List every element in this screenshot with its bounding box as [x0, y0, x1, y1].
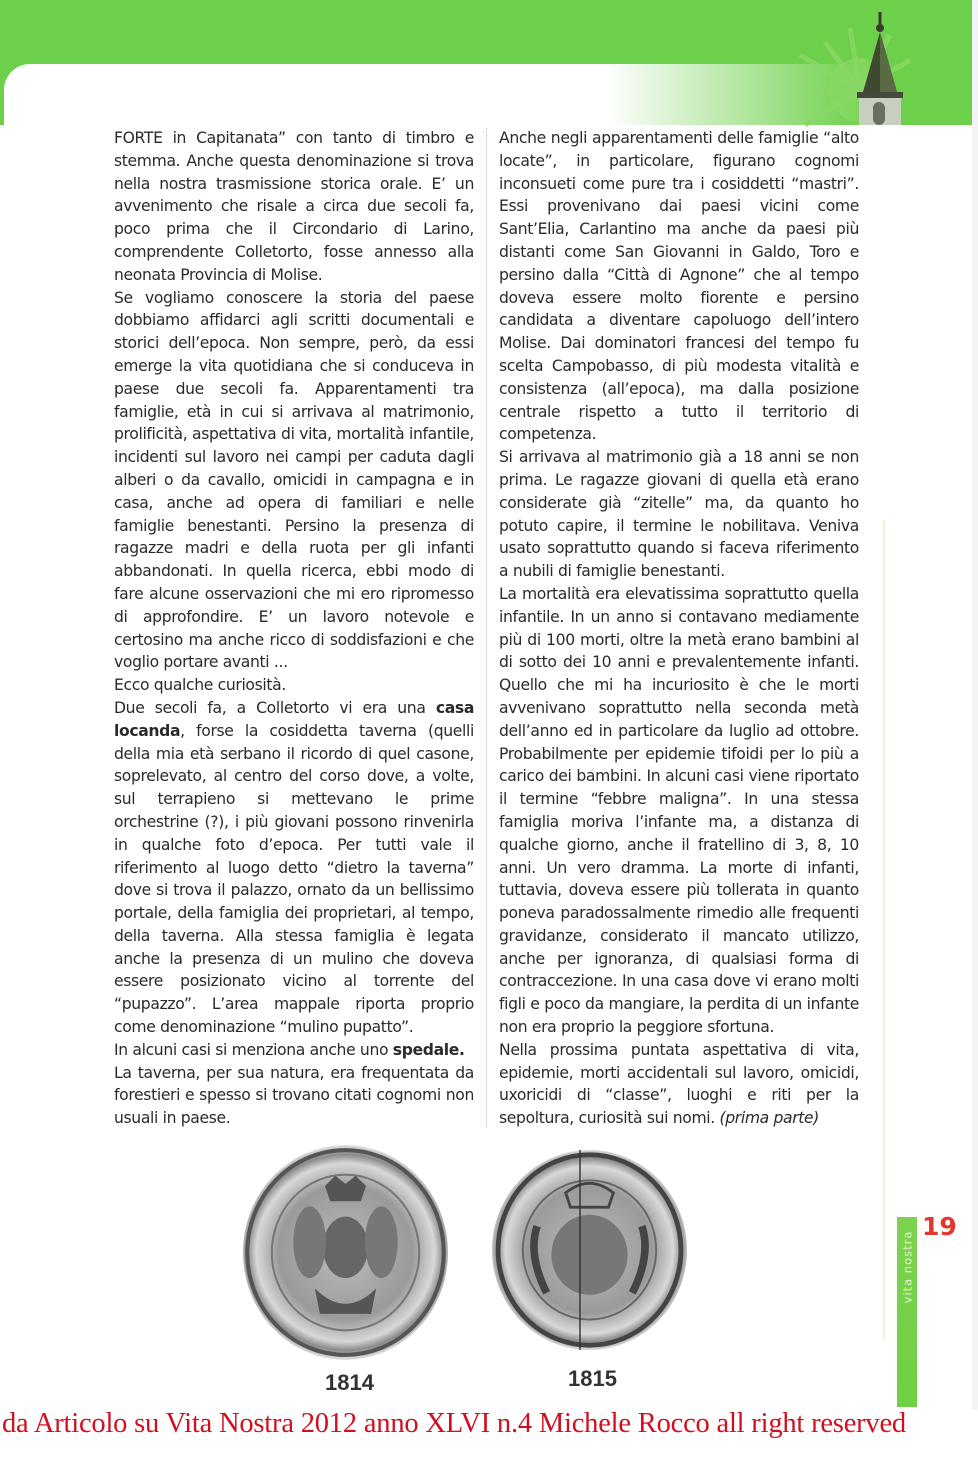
column-divider: [486, 128, 487, 1128]
coin-year-label: 1814: [325, 1370, 374, 1395]
coin-stamp-1815: [492, 1150, 687, 1350]
bold-term: casa locanda: [114, 698, 474, 740]
header-white-tab: [4, 64, 864, 125]
page-edge: [972, 0, 978, 1410]
paragraph: Ecco qualche curiosità.: [114, 676, 286, 695]
stamp-eagle-icon: [243, 1145, 448, 1360]
paragraph: FORTE in Capitanata” con tanto di timbro e stemma. Anche questa denominazione si trova nella nostra trasmissione storica orale. E’ un avvenimento che risale a circa due secoli fa, poco prima che il Circondario di Larino, comprendente Colletorto, fosse annesso alla neonata Provincia di Molise.: [114, 129, 474, 284]
article-right-column: [499, 127, 859, 1130]
header-band: [0, 0, 978, 125]
paragraph: In alcuni casi si menziona anche uno spedale.: [114, 1040, 465, 1059]
paragraph: Nella prossima puntata aspettativa di vita, epidemie, morti accidentali sul lavoro, omicidi, uxoricidi di “classe”, luoghi e riti per la sepoltura, curiosità sui nomi. (prima parte): [499, 1040, 859, 1128]
stamp-crest-icon: [492, 1150, 687, 1350]
coin-stamp-1814: [243, 1145, 448, 1360]
paragraph: Se vogliamo conoscere la storia del paese dobbiamo affidarci agli scritti documentali e storici dell’epoca. Non sempre, però, da essi emerge la vita quotidiana che si conduceva in paese due secoli fa. Apparentamenti tra famiglie, età in cui si arrivava al matrimonio, prolificità, aspettativa di vita, mortalità infantile, incidenti sul lavoro nei campi per caduta dagli alberi o da cavallo, omicidi in campagna e in casa, anche ad opera di familiari e nelle famiglie benestanti. Persino la presenza di ragazze madri e della ruota per gli infanti abbandonati. In quella ricerca, ebbi modo di fare alcune osservazioni che mi ero ripromesso di approfondire. E’ un lavoro notevole e certosino ma anche ricco di soddisfazioni e che voglio portare avanti ...: [114, 288, 474, 672]
paragraph: Si arrivava al matrimonio già a 18 anni se non prima. Le ragazze giovani di quella età erano considerate già “zitelle” ma, da quanto ho potuto capire, il termine le nobilitava. Veniva usato soprattutto quando si faceva riferimento a nubili di famiglie benestanti.: [499, 448, 859, 581]
paragraph: Due secoli fa, a Colletorto vi era una casa locanda, forse la cosiddetta taverna (quelli della mia età serbano il ricordo di quel casone, soprelevato, al centro del corso dove, a volte, sul terrapieno si mettevano le prime orchestrine (?), i più giovani possono rinvenirla in qualche foto d’epoca. Per tutti vale il riferimento al luogo detto “dietro la taverna” dove si trova il palazzo, ornato da un bellissimo portale, della famiglia dei proprietari, al tempo, della taverna. Alla stessa famiglia è legata anche la presenza di un mulino che doveva essere posizionato vicino al torrente del “pupazzo”. L’area mappale riporta proprio come denominazione “mulino pupatto”.: [114, 698, 474, 1037]
decorative-rule: [883, 520, 885, 1340]
bold-term: spedale.: [392, 1040, 465, 1059]
church-steeple-icon: [845, 10, 915, 125]
magazine-name-vertical: vita nostra: [900, 1230, 914, 1304]
italic-note: (prima parte): [719, 1109, 820, 1128]
copyright-credit: da Articolo su Vita Nostra 2012 anno XLVI n.4 Michele Rocco all right reserved: [2, 1408, 906, 1439]
article-left-column: [114, 127, 474, 1130]
coin-year-label: 1815: [568, 1366, 617, 1391]
paragraph: Anche negli apparentamenti delle famiglie “alto locate”, in particolare, figurano cognomi inconsueti come pure tra i cosiddetti “mastri”. Essi provenivano dai paesi vicini come Sant’Elia, Carlantino ma anche da paesi più distanti come San Giovanni in Galdo, Toro e persino dalla “Città di Agnone” che al tempo doveva essere molto fiorente e persino candidata a diventare capoluogo dell’intero Molise. Dai dominatori francesi del tempo fu scelta Campobasso, di più modesta vitalità e consistenza (all’epoca), ma dalla posizione centrale rispetto a tutto il territorio di competenza.: [499, 129, 859, 444]
page-number: 19: [922, 1212, 957, 1241]
paragraph: La mortalità era elevatissima soprattutto quella infantile. In un anno si contavano mediamente più di 100 morti, oltre la metà erano bambini al di sotto dei 10 anni e prevalentemente infanti. Quello che mi ha incuriosito è che le morti avvenivano soprattutto nella seconda metà dell’anno ed in particolare da luglio ad ottobre. Probabilmente per epidemie tifoidi per lo più a carico dei bambini. In alcuni casi viene riportato il termine “febbre maligna”. In una stessa famiglia moriva l’infante ma, a distanza di qualche giorno, anche il fratellino di 3, 8, 10 anni. Un vero dramma. La morte di infanti, tuttavia, doveva essere più tollerata in quanto poneva paradossalmente rimedio alle frequenti gravidanze, considerato il mancato utilizzo, anche per ignoranza, di qualsiasi forma di contraccezione. In una casa dove vi erano molti figli e poco da mangiare, la perdita di un infante non era proprio la peggiore sfortuna.: [499, 584, 859, 1037]
paragraph: La taverna, per sua natura, era frequentata da forestieri e spesso si trovano citati cognomi non usuali in paese.: [114, 1063, 474, 1128]
